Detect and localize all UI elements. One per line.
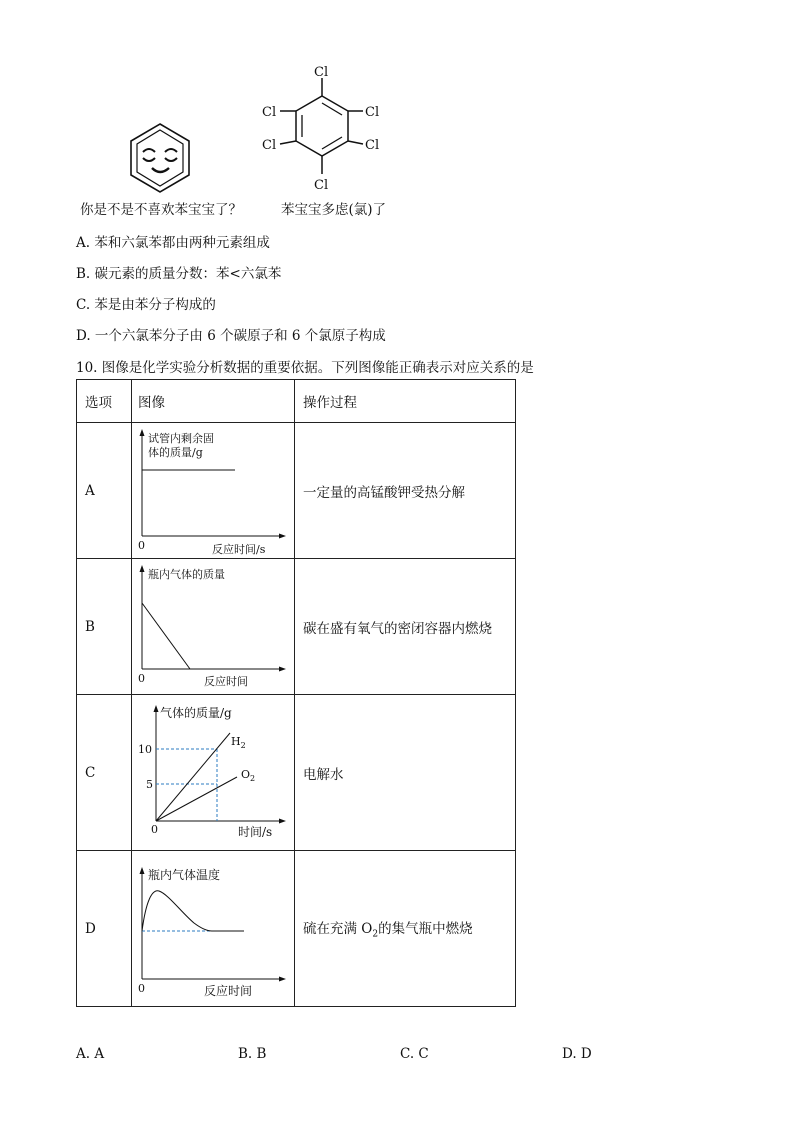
cl-label-top: Cl xyxy=(314,65,329,80)
graph-c-ylabel: 气体的质量/g xyxy=(160,706,232,720)
graph-d-curve xyxy=(142,891,244,931)
graph-d-ylabel: 瓶内气体温度 xyxy=(148,868,221,882)
row-b-option: B xyxy=(77,559,132,695)
header-image: 图像 xyxy=(132,380,295,423)
answer-d: D. D xyxy=(562,1046,592,1062)
graph-b-xlabel: 反应时间 xyxy=(204,675,248,688)
row-d-process-pre: 硫在充满 O xyxy=(303,921,373,938)
table-row-b xyxy=(77,559,516,695)
row-a-process: 一定量的高锰酸钾受热分解 xyxy=(295,423,516,559)
row-b-process: 碳在盛有氧气的密闭容器内燃烧 xyxy=(295,559,516,695)
graph-c-xlabel: 时间/s xyxy=(238,825,273,839)
graph-c-origin: 0 xyxy=(151,823,158,836)
answer-c: C. C xyxy=(400,1046,429,1062)
hexachloro-caption: 苯宝宝多虑(氯)了 xyxy=(281,202,387,218)
graph-b xyxy=(132,559,295,695)
answer-a: A. A xyxy=(76,1046,105,1062)
row-d-process-post: 的集气瓶中燃烧 xyxy=(378,921,473,938)
hexachlorobenzene-structure xyxy=(258,60,388,196)
table-header-row xyxy=(77,380,516,423)
graph-d-origin: 0 xyxy=(138,982,145,995)
graph-b-series-line xyxy=(142,603,190,669)
answer-b: B. B xyxy=(238,1046,267,1062)
cl-label-left-bottom: Cl xyxy=(262,138,277,153)
graph-b-origin: 0 xyxy=(138,672,145,685)
benzene-caption: 你是不是不喜欢苯宝宝了？ xyxy=(80,202,242,218)
graph-a-ylabel-2: 体的质量/g xyxy=(148,446,203,459)
graph-c-o2-sub: 2 xyxy=(250,774,256,783)
graph-a xyxy=(132,423,295,559)
graph-c-tick-5: 5 xyxy=(146,778,153,791)
table-row-c xyxy=(77,695,516,851)
graph-c-h2-label: H xyxy=(231,735,241,748)
row-a-option: A xyxy=(77,423,132,559)
q9-option-c: C. 苯是由苯分子构成的 xyxy=(76,297,216,313)
cl-label-right-top: Cl xyxy=(365,105,380,120)
q9-option-b: B. 碳元素的质量分数：苯<六氯苯 xyxy=(76,266,282,282)
q10-table xyxy=(76,379,516,1007)
q9-option-d: D. 一个六氯苯分子由 6 个碳原子和 6 个氯原子构成 xyxy=(76,328,386,344)
graph-a-xlabel: 反应时间/s xyxy=(212,543,266,556)
row-c-option: C xyxy=(77,695,132,851)
svg-text:O2 xyxy=(241,768,255,783)
benzene-smiley-figure xyxy=(125,122,195,194)
graph-c-h2-line xyxy=(156,733,230,821)
graph-c-tick-10: 10 xyxy=(138,743,152,756)
header-process: 操作过程 xyxy=(295,380,516,423)
svg-text:H2 xyxy=(231,735,246,750)
row-c-process: 电解水 xyxy=(295,695,516,851)
graph-c xyxy=(132,695,295,851)
cl-label-bottom: Cl xyxy=(314,178,329,193)
header-option: 选项 xyxy=(77,380,132,423)
q9-option-a: A. 苯和六氯苯都由两种元素组成 xyxy=(76,235,270,251)
graph-c-h2-sub: 2 xyxy=(240,741,246,750)
row-d-option: D xyxy=(77,851,132,1007)
table-row-d xyxy=(77,851,516,1007)
graph-a-origin: 0 xyxy=(138,539,145,552)
graph-d xyxy=(132,851,295,1007)
cl-label-left-top: Cl xyxy=(262,105,277,120)
cl-label-right-bottom: Cl xyxy=(365,138,380,153)
graph-c-o2-label: O xyxy=(241,768,251,781)
row-d-process-sub: 2 xyxy=(372,929,379,940)
graph-d-xlabel: 反应时间 xyxy=(204,984,253,998)
row-d-process xyxy=(295,851,516,1007)
graph-b-ylabel: 瓶内气体的质量 xyxy=(148,568,225,581)
graph-a-ylabel-1: 试管内剩余固 xyxy=(148,432,214,445)
table-row-a xyxy=(77,423,516,559)
q10-stem: 10. 图像是化学实验分析数据的重要依据。下列图像能正确表示对应关系的是 xyxy=(76,360,534,376)
